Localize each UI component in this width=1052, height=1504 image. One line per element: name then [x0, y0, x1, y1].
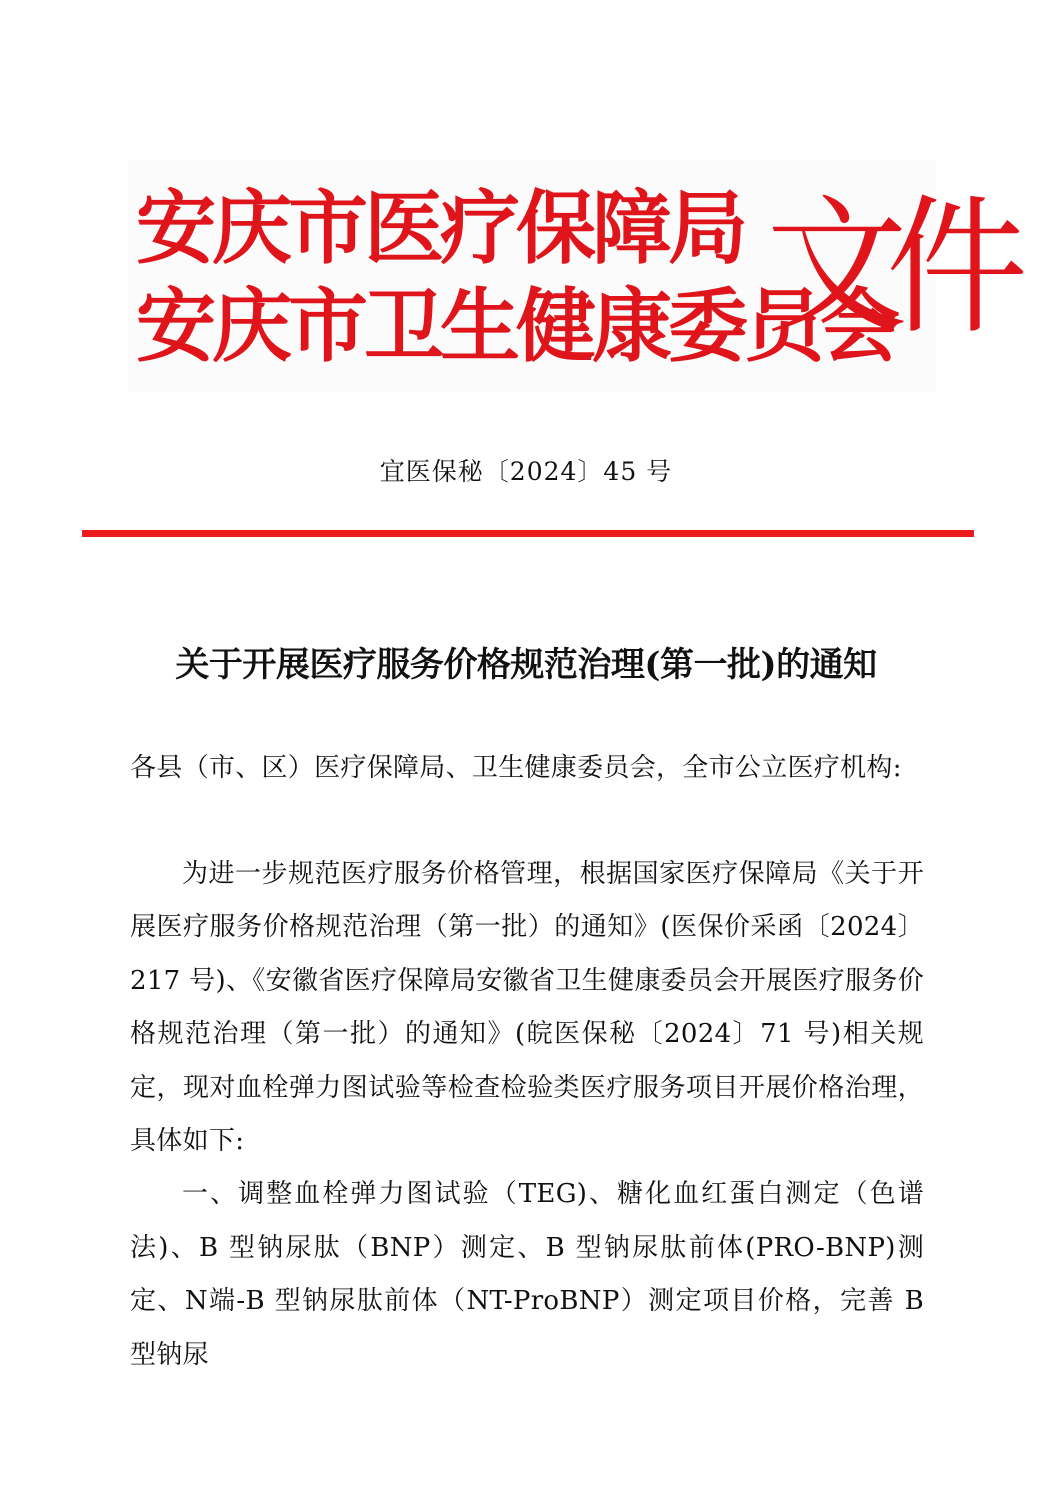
document-number: 宜医保秘〔2024〕45 号 — [379, 457, 673, 486]
body-paragraph-2: 一、调整血栓弹力图试验（TEG)、糖化血红蛋白测定（色谱法)、B 型钠尿肽（BNP）测定、B 型钠尿肽前体(PRO-BNP)测定、N端-B 型钠尿肽前体（NT-ProBNP）测定项目价格，完善 B 型钠尿 — [130, 1179, 924, 1370]
body-paragraph-1: 为进一步规范医疗服务价格管理，根据国家医疗保障局《关于开展医疗服务价格规范治理（第一批）的通知》(医保价采函〔2024〕217 号)、《安徽省医疗保障局安徽省卫生健康委员会开展医疗服务价格规范治理（第一批）的通知》(皖医保秘〔2024〕71 号)相关规定，现对血栓弹力图试验等检查检验类医疗服务项目开展价格治理，具体如下: — [130, 859, 924, 1157]
body-paragraphs — [130, 848, 924, 1382]
notice-title: 关于开展医疗服务价格规范治理(第一批)的通知 — [175, 645, 877, 685]
document-header — [128, 160, 1006, 392]
addressee: 各县（市、区）医疗保障局、卫生健康委员会，全市公立医疗机构: — [130, 753, 902, 783]
document-word: 文件 — [766, 181, 1006, 355]
issuer-name-medical-security: 安庆市医疗保障局 — [136, 181, 744, 275]
red-divider — [82, 530, 974, 537]
issuer-name-health-commission: 安庆市卫生健康委员会 — [136, 279, 896, 373]
